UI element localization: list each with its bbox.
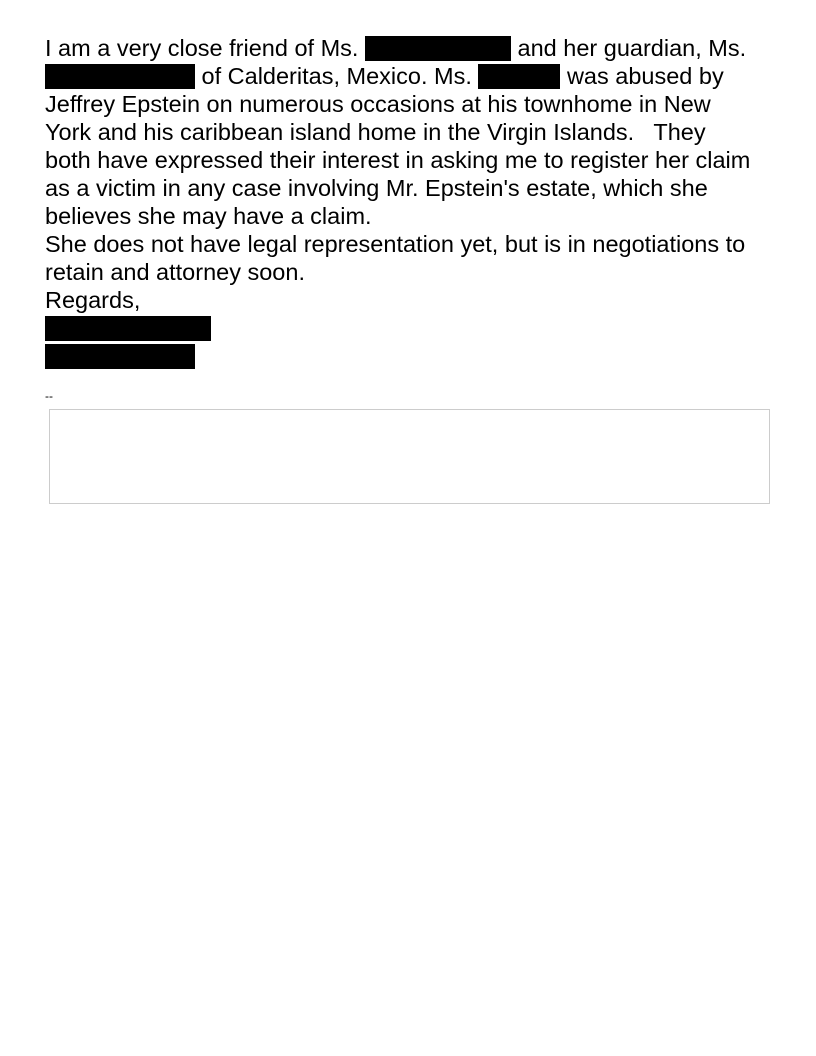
text-line: retain and attorney soon. bbox=[45, 259, 305, 285]
text-line bbox=[45, 34, 785, 62]
text-line: both have expressed their interest in asking me to register her claim bbox=[45, 147, 751, 173]
closing-text: Regards, bbox=[45, 287, 141, 313]
text-line: She does not have legal representation yet, but is in negotiations to bbox=[45, 231, 746, 257]
redaction-bar bbox=[45, 64, 195, 89]
text-line: believes she may have a claim. bbox=[45, 203, 372, 229]
text-segment: was abused by bbox=[566, 63, 724, 89]
redaction-bar bbox=[45, 344, 195, 369]
signature-separator: -- bbox=[45, 389, 53, 403]
text-line bbox=[45, 62, 785, 90]
message-text bbox=[45, 34, 785, 314]
redaction-bar bbox=[478, 64, 560, 89]
text-line: York and his caribbean island home in the Virgin Islands. They bbox=[45, 119, 706, 145]
redaction-bar bbox=[365, 36, 511, 61]
email-body bbox=[45, 34, 785, 403]
redaction-bar bbox=[45, 316, 211, 341]
text-line: Jeffrey Epstein on numerous occasions at his townhome in New bbox=[45, 91, 711, 117]
text-line: as a victim in any case involving Mr. Epstein's estate, which she bbox=[45, 175, 708, 201]
text-segment: and her guardian, Ms. bbox=[517, 35, 747, 61]
text-segment: of Calderitas, Mexico. Ms. bbox=[201, 63, 472, 89]
empty-frame bbox=[49, 409, 770, 504]
text-segment: I am a very close friend of Ms. bbox=[45, 35, 359, 61]
signature-block bbox=[45, 316, 785, 369]
